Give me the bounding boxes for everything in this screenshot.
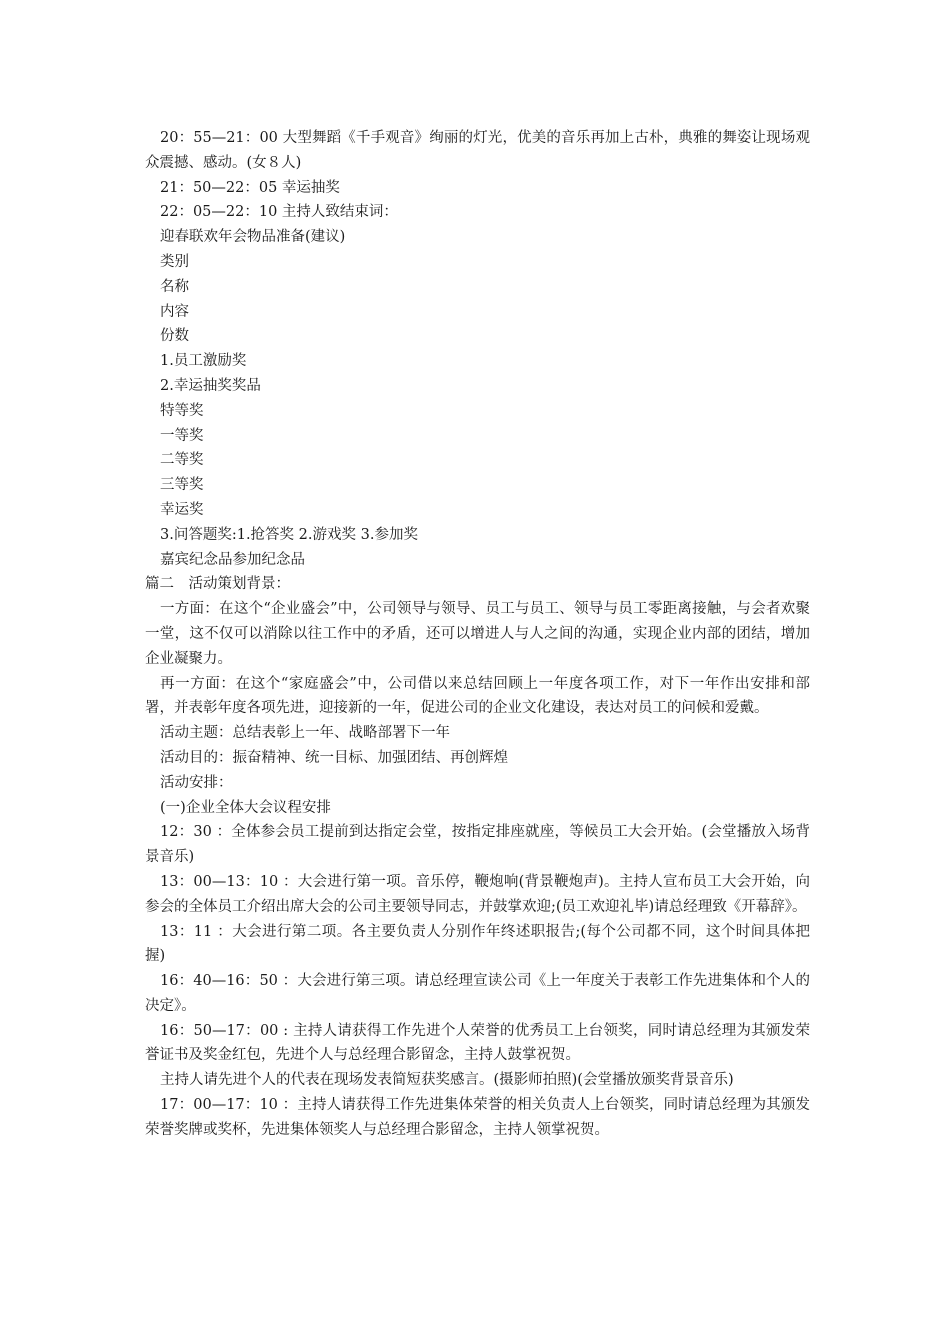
paragraph: 16：40—16：50 ：大会进行第三项。请总经理宣读公司《上一年度关于表彰工作先进集体和个人的决定》。 <box>145 973 810 1014</box>
paragraph: 1.员工激励奖 <box>160 353 247 370</box>
paragraph: 17：00—17：10 ：主持人请获得工作先进集体荣誉的相关负责人上台领奖，同时请总经理为其颁发荣誉奖牌或奖杯，先进集体领奖人与总经理合影留念，主持人领掌祝贺。 <box>145 1097 810 1138</box>
paragraph: 名称 <box>160 278 189 295</box>
paragraph: 22：05—22：10 主持人致结束词： <box>160 204 398 221</box>
paragraph: 13：00—13：10 ：大会进行第一项。音乐停，鞭炮响(背景鞭炮声)。主持人宣布员工大会开始，向参会的全体员工介绍出席大会的公司主要领导同志，并鼓掌欢迎;(员工欢迎礼毕)请总经理致《开幕辞》。 <box>145 873 810 915</box>
paragraph: 一等奖 <box>160 427 204 444</box>
paragraph: 一方面：在这个“企业盛会”中，公司领导与领导、员工与员工、领导与员工零距离接触，与会者欢聚一堂，这不仅可以消除以往工作中的矛盾，还可以增进人与人之间的沟通，实现企业内部的团结，增加企业凝聚力。 <box>145 601 810 667</box>
paragraph: 迎春联欢年会物品准备(建议) <box>160 229 346 246</box>
paragraph: 活动主题：总结表彰上一年、战略部署下一年 <box>160 725 450 742</box>
paragraph: 三等奖 <box>160 477 204 494</box>
paragraph: 嘉宾纪念品参加纪念品 <box>160 551 305 568</box>
paragraph: 12：30 ：全体参会员工提前到达指定会堂，按指定排座就座，等候员工大会开始。(会堂播放入场背景音乐) <box>145 824 810 866</box>
paragraph: 21：50—22：05 幸运抽奖 <box>160 179 340 196</box>
paragraph: 主持人请先进个人的代表在现场发表简短获奖感言。(摄影师拍照)(会堂播放颁奖背景音乐) <box>160 1072 734 1089</box>
paragraph: 活动安排： <box>160 774 233 791</box>
document-body <box>145 126 810 1143</box>
paragraph: (一)企业全体大会议程安排 <box>160 799 331 816</box>
paragraph: 特等奖 <box>160 402 204 419</box>
paragraph: 13：11 ：大会进行第二项。各主要负责人分别作年终述职报告;(每个公司都不同，这个时间具体把握) <box>145 923 810 965</box>
paragraph: 二等奖 <box>160 452 204 469</box>
paragraph: 内容 <box>160 303 189 320</box>
paragraph: 份数 <box>160 328 189 345</box>
paragraph: 20：55—21：00 大型舞蹈《千手观音》绚丽的灯光，优美的音乐再加上古朴，典雅的舞姿让现场观众震撼、感动。(女８人) <box>145 130 810 171</box>
section-heading: 篇二 活动策划背景： <box>145 576 290 593</box>
paragraph: 类别 <box>160 253 189 270</box>
paragraph: 16：50—17：00 : 主持人请获得工作先进个人荣誉的优秀员工上台领奖，同时请总经理为其颁发荣誉证书及奖金红包，先进个人与总经理合影留念，主持人鼓掌祝贺。 <box>145 1022 810 1064</box>
paragraph: 3.问答题奖:1.抢答奖 2.游戏奖 3.参加奖 <box>160 526 418 543</box>
paragraph: 幸运奖 <box>160 501 204 518</box>
paragraph: 再一方面：在这个“家庭盛会”中，公司借以来总结回顾上一年度各项工作，对下一年作出安排和部署，并表彰年度各项先进，迎接新的一年，促进公司的企业文化建设，表达对员工的问候和爱戴。 <box>145 675 810 717</box>
paragraph: 2.幸运抽奖奖品 <box>160 377 261 394</box>
paragraph: 活动目的：振奋精神、统一目标、加强团结、再创辉煌 <box>160 749 508 766</box>
